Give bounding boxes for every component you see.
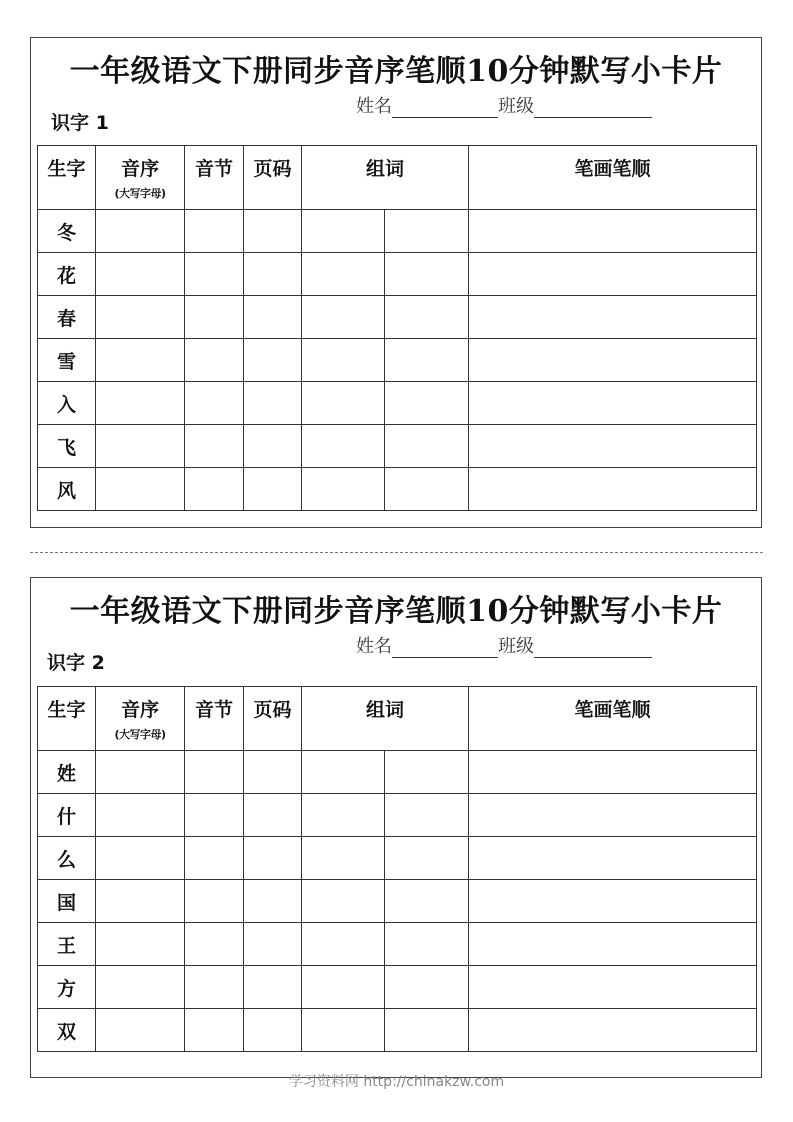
word-cell-1[interactable] <box>302 923 385 966</box>
name-blank[interactable] <box>392 97 498 118</box>
syllable-cell[interactable] <box>185 966 244 1009</box>
table-row <box>38 425 757 468</box>
strokes-cell[interactable] <box>469 880 757 923</box>
class-blank[interactable] <box>534 637 652 658</box>
order-cell[interactable] <box>96 382 185 425</box>
name-class-row <box>356 632 652 658</box>
strokes-cell[interactable] <box>469 210 757 253</box>
word-cell-2[interactable] <box>385 794 469 837</box>
strokes-cell[interactable] <box>469 425 757 468</box>
syllable-cell[interactable] <box>185 382 244 425</box>
character-cell: 姓 <box>38 751 96 794</box>
strokes-cell[interactable] <box>469 296 757 339</box>
page-cell[interactable] <box>244 880 302 923</box>
header-order <box>96 687 185 751</box>
character-cell: 飞 <box>38 425 96 468</box>
class-blank[interactable] <box>534 97 652 118</box>
table-row <box>38 1009 757 1052</box>
table-row <box>38 339 757 382</box>
header-strokes: 笔画笔顺 <box>469 146 757 210</box>
table-row <box>38 794 757 837</box>
page-cell[interactable] <box>244 339 302 382</box>
header-words: 组词 <box>302 146 469 210</box>
strokes-cell[interactable] <box>469 1009 757 1052</box>
page-cell[interactable] <box>244 296 302 339</box>
word-cell-2[interactable] <box>385 880 469 923</box>
table-row <box>38 751 757 794</box>
syllable-cell[interactable] <box>185 468 244 511</box>
header-order-label: 音序 <box>120 158 159 180</box>
word-cell-1[interactable] <box>302 210 385 253</box>
page-cell[interactable] <box>244 253 302 296</box>
word-cell-1[interactable] <box>302 966 385 1009</box>
card-title: 一年级语文下册同步音序笔顺10分钟默写小卡片 <box>69 54 723 89</box>
word-cell-1[interactable] <box>302 751 385 794</box>
footer-watermark: 学习资料网 http://chinakzw.com <box>288 1074 505 1090</box>
strokes-cell[interactable] <box>469 923 757 966</box>
header-words: 组词 <box>302 687 469 751</box>
order-cell[interactable] <box>96 339 185 382</box>
word-cell-2[interactable] <box>385 425 469 468</box>
word-cell-1[interactable] <box>302 382 385 425</box>
table-row <box>38 382 757 425</box>
character-cell: 冬 <box>38 210 96 253</box>
table-row <box>38 296 757 339</box>
word-cell-2[interactable] <box>385 382 469 425</box>
name-blank[interactable] <box>392 637 498 658</box>
header-order-sub: (大写字母) <box>114 728 166 741</box>
strokes-cell[interactable] <box>469 468 757 511</box>
order-cell[interactable] <box>96 794 185 837</box>
character-cell: 国 <box>38 880 96 923</box>
word-cell-2[interactable] <box>385 1009 469 1052</box>
syllable-cell[interactable] <box>185 296 244 339</box>
page-cell[interactable] <box>244 1009 302 1052</box>
dashed-divider <box>30 552 763 553</box>
header-order <box>96 146 185 210</box>
word-cell-2[interactable] <box>385 296 469 339</box>
table-header-row <box>38 146 757 210</box>
word-cell-2[interactable] <box>385 966 469 1009</box>
page-cell[interactable] <box>244 210 302 253</box>
table-row <box>38 253 757 296</box>
character-cell: 风 <box>38 468 96 511</box>
header-page: 页码 <box>244 146 302 210</box>
header-order-label: 音序 <box>120 699 159 721</box>
header-syllable: 音节 <box>185 146 244 210</box>
word-cell-2[interactable] <box>385 253 469 296</box>
card-title: 一年级语文下册同步音序笔顺10分钟默写小卡片 <box>69 594 723 629</box>
syllable-cell[interactable] <box>185 1009 244 1052</box>
table-body <box>38 687 757 1052</box>
order-cell[interactable] <box>96 837 185 880</box>
syllable-cell[interactable] <box>185 794 244 837</box>
strokes-cell[interactable] <box>469 382 757 425</box>
header-char: 生字 <box>38 687 96 751</box>
strokes-cell[interactable] <box>469 751 757 794</box>
word-cell-1[interactable] <box>302 425 385 468</box>
name-class-row <box>356 92 652 118</box>
syllable-cell[interactable] <box>185 425 244 468</box>
header-char: 生字 <box>38 146 96 210</box>
table-row <box>38 880 757 923</box>
character-cell: 双 <box>38 1009 96 1052</box>
character-cell: 春 <box>38 296 96 339</box>
order-cell[interactable] <box>96 210 185 253</box>
section-label: 识字 2 <box>47 652 105 674</box>
dictation-card-1 <box>30 37 762 528</box>
page-cell[interactable] <box>244 468 302 511</box>
dictation-card-2 <box>30 577 762 1078</box>
word-cell-2[interactable] <box>385 837 469 880</box>
word-cell-1[interactable] <box>302 837 385 880</box>
character-cell: 什 <box>38 794 96 837</box>
table-row <box>38 923 757 966</box>
order-cell[interactable] <box>96 966 185 1009</box>
syllable-cell[interactable] <box>185 837 244 880</box>
name-label: 姓名 <box>356 96 392 117</box>
table-body <box>38 146 757 511</box>
word-cell-1[interactable] <box>302 339 385 382</box>
class-label: 班级 <box>498 96 534 117</box>
class-label: 班级 <box>498 636 534 657</box>
strokes-cell[interactable] <box>469 837 757 880</box>
header-syllable: 音节 <box>185 687 244 751</box>
character-cell: 王 <box>38 923 96 966</box>
order-cell[interactable] <box>96 751 185 794</box>
word-cell-2[interactable] <box>385 339 469 382</box>
word-cell-1[interactable] <box>302 253 385 296</box>
syllable-cell[interactable] <box>185 339 244 382</box>
word-cell-1[interactable] <box>302 1009 385 1052</box>
order-cell[interactable] <box>96 253 185 296</box>
header-page: 页码 <box>244 687 302 751</box>
section-label: 识字 1 <box>51 112 109 134</box>
table-row <box>38 468 757 511</box>
strokes-cell[interactable] <box>469 966 757 1009</box>
strokes-cell[interactable] <box>469 794 757 837</box>
name-label: 姓名 <box>356 636 392 657</box>
word-cell-2[interactable] <box>385 468 469 511</box>
table-header-row <box>38 687 757 751</box>
dictation-table <box>37 145 757 511</box>
strokes-cell[interactable] <box>469 253 757 296</box>
page-cell[interactable] <box>244 923 302 966</box>
character-cell: 方 <box>38 966 96 1009</box>
order-cell[interactable] <box>96 1009 185 1052</box>
page-cell[interactable] <box>244 382 302 425</box>
word-cell-2[interactable] <box>385 210 469 253</box>
word-cell-1[interactable] <box>302 468 385 511</box>
dictation-table <box>37 686 757 1052</box>
character-cell: 么 <box>38 837 96 880</box>
order-cell[interactable] <box>96 296 185 339</box>
page-cell[interactable] <box>244 966 302 1009</box>
order-cell[interactable] <box>96 880 185 923</box>
syllable-cell[interactable] <box>185 253 244 296</box>
word-cell-1[interactable] <box>302 880 385 923</box>
order-cell[interactable] <box>96 923 185 966</box>
strokes-cell[interactable] <box>469 339 757 382</box>
character-cell: 花 <box>38 253 96 296</box>
syllable-cell[interactable] <box>185 210 244 253</box>
syllable-cell[interactable] <box>185 880 244 923</box>
page-cell[interactable] <box>244 794 302 837</box>
order-cell[interactable] <box>96 425 185 468</box>
syllable-cell[interactable] <box>185 923 244 966</box>
word-cell-1[interactable] <box>302 794 385 837</box>
character-cell: 入 <box>38 382 96 425</box>
table-row <box>38 837 757 880</box>
syllable-cell[interactable] <box>185 751 244 794</box>
table-row <box>38 210 757 253</box>
word-cell-2[interactable] <box>385 751 469 794</box>
page-cell[interactable] <box>244 837 302 880</box>
order-cell[interactable] <box>96 468 185 511</box>
header-order-sub: (大写字母) <box>114 187 166 200</box>
table-row <box>38 966 757 1009</box>
word-cell-1[interactable] <box>302 296 385 339</box>
word-cell-2[interactable] <box>385 923 469 966</box>
header-strokes: 笔画笔顺 <box>469 687 757 751</box>
character-cell: 雪 <box>38 339 96 382</box>
page-cell[interactable] <box>244 751 302 794</box>
page-cell[interactable] <box>244 425 302 468</box>
